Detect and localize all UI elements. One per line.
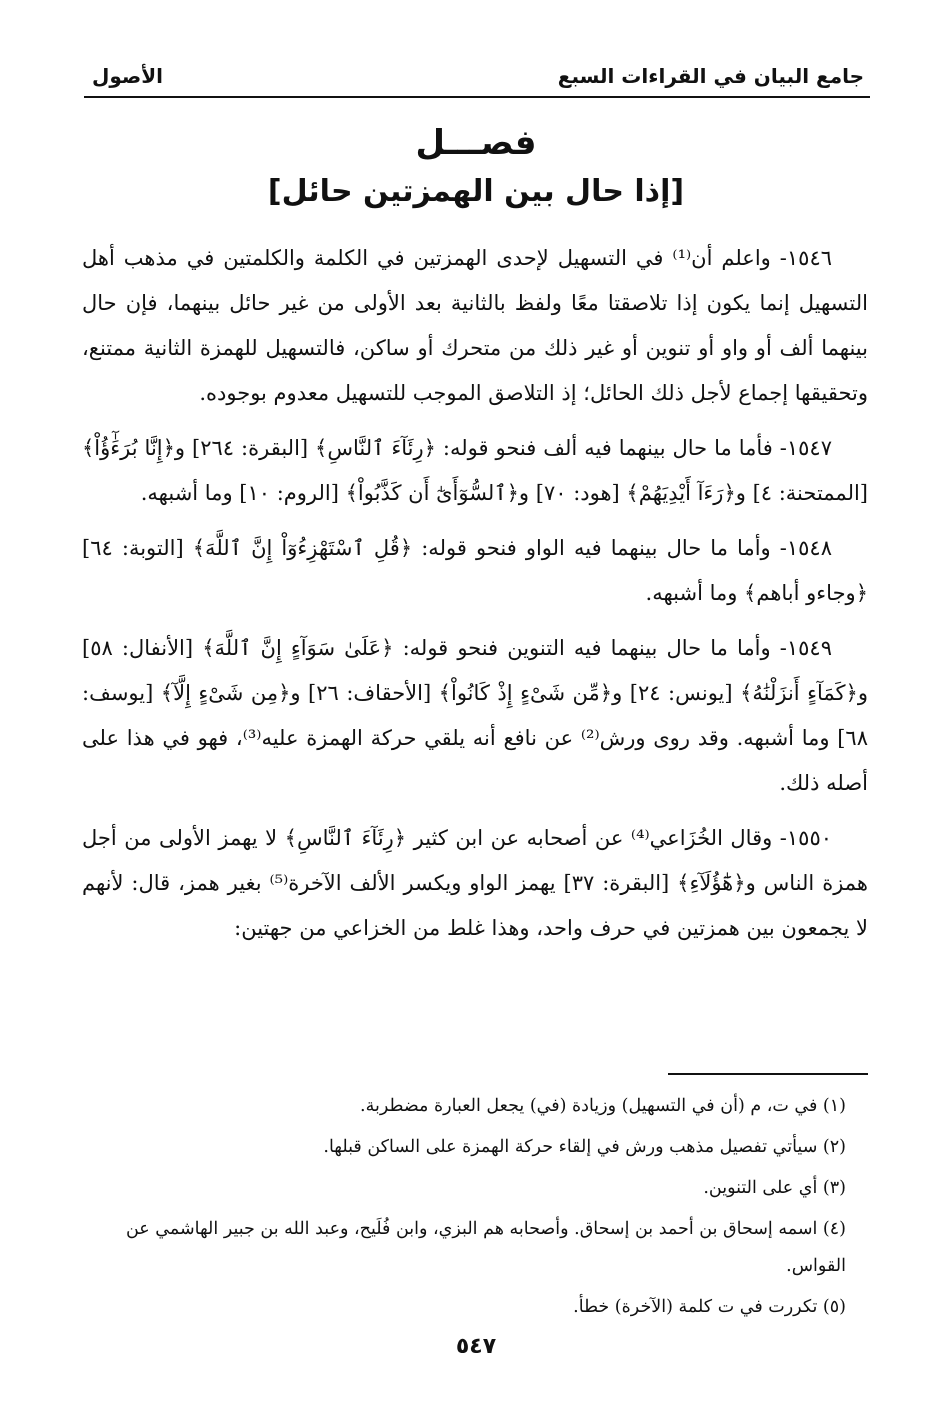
- chapter-subtitle: [إذا حال بين الهمزتين حائل]: [267, 174, 685, 209]
- page-number: ٥٤٧: [455, 1334, 497, 1359]
- footnote-rule: [668, 1073, 868, 1075]
- footnotes: [82, 1088, 846, 1330]
- paragraph-1549: ١٥٤٩- وأما ما حال بينهما فيه التنوين فنحو قوله: ﴿عَلَىٰ سَوَآءٍ إِنَّ ٱللَّهَ﴾ [الأنفال: ٥٨] و﴿كَمَآءٍ أَنزَلْنَٰهُ﴾ [يونس: ٢٤] و﴿مِّن شَىْءٍ إِذْ كَانُواْ﴾ [الأحقاف: ٢٦] و﴿مِن شَىْءٍ إِلَّآ﴾ [يوسف: ٦٨] وما أشبهه. وقد روى ورش⁽²⁾ عن نافع أنه يلقي حركة الهمزة عليه⁽³⁾، فهو في هذا على أصله ذلك.: [82, 636, 868, 795]
- section-name: الأصول: [92, 64, 163, 88]
- footnote-4: (٤) اسمه إسحاق بن أحمد بن إسحاق. وأصحابه هم البزي، وابن فُلَيح، وعبد الله بن جبير الهاشمي عن القواس.: [125, 1219, 846, 1276]
- footnote-1: (١) في ت، م (أن في التسهيل) وزيادة (في) يجعل العبارة مضطربة.: [360, 1096, 846, 1116]
- footnote-2: (٢) سيأتي تفصيل مذهب ورش في إلقاء حركة الهمزة على الساكن قبلها.: [323, 1137, 846, 1157]
- paragraph-1550: ١٥٥٠- وقال الخُزَاعي⁽⁴⁾ عن أصحابه عن ابن كثير ﴿رِئَآءَ ٱلنَّاسِ﴾ لا يهمز الأولى من أجل همزة الناس و﴿هَٰٓؤُلَآءِ﴾ [البقرة: ٣٧] يهمز الواو ويكسر الألف الآخرة⁽⁵⁾ بغير همز، قال: لأنهم لا يجمعون بين همزتين في حرف واحد، وهذا غلط من الخزاعي من جهتين:: [82, 826, 868, 940]
- header-rule: [84, 96, 870, 98]
- book-title: جامع البيان في القراءات السبع: [557, 64, 864, 88]
- paragraph-1547: ١٥٤٧- فأما ما حال بينهما فيه ألف فنحو قوله: ﴿رِئَآءَ ٱلنَّاسِ﴾ [البقرة: ٢٦٤] و﴿إِنَّا بُرَءَٰٓؤُاْ﴾ [الممتحنة: ٤] و﴿رَءَآ أَيْدِيَهُمْ﴾ [هود: ٧٠] و﴿ٱلسُّوٓأَىٰٓ أَن كَذَّبُواْ﴾ [الروم: ١٠] وما أشبهه.: [82, 436, 868, 505]
- chapter-title: فصـــل: [415, 123, 537, 163]
- paragraph-1546: ١٥٤٦- واعلم أن⁽¹⁾ في التسهيل لإحدى الهمزتين في الكلمة والكلمتين في مذهب أهل التسهيل إنما يكون إذا تلاصقتا معًا ولفظ بالثانية بعد الأولى من غير حائل بينهما، فإن حال بينهما ألف أو واو أو تنوين أو غير ذلك من متحرك أو ساكن، فالتسهيل للهمزة الثانية ممتنع، وتحقيقها إجماع لأجل ذلك الحائل؛ إذ التلاصق الموجب للتسهيل معدوم بوجوده.: [82, 246, 868, 405]
- running-header: [92, 60, 864, 92]
- footnote-5: (٥) تكررت في ت كلمة (الآخرة) خطأ.: [573, 1297, 846, 1317]
- paragraph-1548: ١٥٤٨- وأما ما حال بينهما فيه الواو فنحو قوله: ﴿قُلِ ٱسْتَهْزِءُوٓاْ إِنَّ ٱللَّهَ﴾ [التوبة: ٦٤] ﴿وجاءو أباهم﴾ وما أشبهه.: [82, 536, 868, 605]
- footnote-3: (٣) أي على التنوين.: [703, 1178, 846, 1198]
- body-text: [82, 236, 868, 961]
- section-heading: [80, 118, 872, 216]
